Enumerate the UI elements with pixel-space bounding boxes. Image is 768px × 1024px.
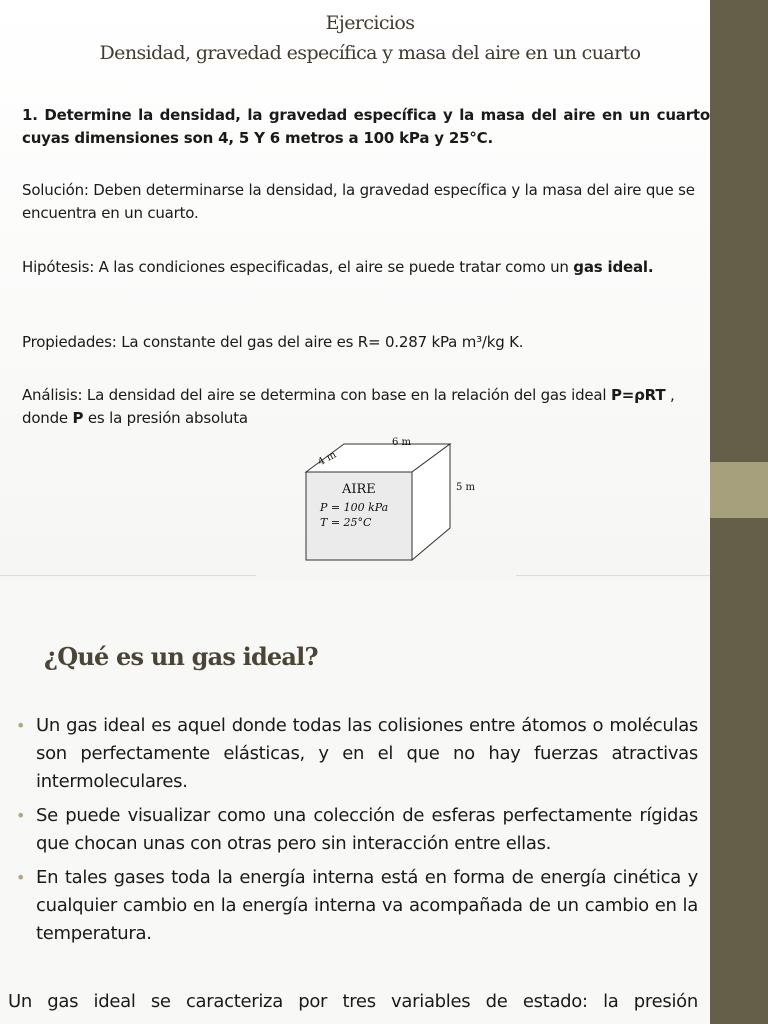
- air-label: AIRE: [342, 482, 376, 497]
- solution-text: Solución: Deben determinarse la densidad, la gravedad específica y la masa del aire que se encuentra en un cuarto.: [22, 181, 695, 222]
- hypothesis-normal: Hipótesis: A las condiciones especificadas, el aire se puede tratar como un: [22, 258, 574, 276]
- analysis-text: [22, 384, 710, 430]
- divider-right: [516, 575, 710, 576]
- sidebar-accent: [710, 462, 768, 518]
- hypothesis-bold: gas ideal.: [573, 258, 654, 276]
- dim-width-label: 6 m: [392, 437, 412, 448]
- temperature-label: T = 25°C: [320, 516, 372, 529]
- pressure-symbol: P: [72, 409, 84, 427]
- room-diagram: [300, 432, 490, 564]
- list-item: [14, 864, 698, 948]
- dim-depth-label: 4 m: [316, 449, 339, 469]
- list-item: [14, 802, 698, 858]
- bullet-list: [14, 712, 698, 954]
- slide-subtitle: Densidad, gravedad específica y masa del aire en un cuarto: [99, 42, 641, 64]
- divider-left: [0, 575, 256, 576]
- dim-height-label: 5 m: [456, 482, 476, 493]
- slide-ideal-gas: [0, 580, 768, 1024]
- problem-statement: 1. Determine la densidad, la gravedad específica y la masa del aire en un cuarto cuyas dimensiones son 4, 5 Y 6 metros a 100 kPa y 25°C.: [22, 106, 710, 147]
- hypothesis-text: [22, 256, 710, 279]
- state-variables-text: Un gas ideal se caracteriza por tres variables de estado: la presión: [8, 991, 698, 1012]
- list-item-text: Se puede visualizar como una colección de esferas perfectamente rígidas que chocan unas con otras pero sin interacción entre ellas.: [36, 805, 698, 854]
- list-item: [14, 712, 698, 796]
- list-item-text: Un gas ideal es aquel donde todas las colisiones entre átomos o moléculas son perfectamente elásticas, y en el que no hay fuerzas atractivas intermoleculares.: [36, 715, 698, 792]
- analysis-mid: , donde: [22, 386, 675, 427]
- bullet-icon: •: [16, 806, 26, 825]
- list-item-text: En tales gases toda la energía interna está en forma de energía cinética y cualquier cambio en la energía interna va acompañada de un cambio en la temperatura.: [36, 867, 698, 944]
- slide-title: Ejercicios: [325, 12, 415, 34]
- bullet-icon: •: [16, 716, 26, 735]
- properties-text: Propiedades: La constante del gas del aire es R= 0.287 kPa m³/kg K.: [22, 333, 524, 351]
- sidebar-bar: [710, 580, 768, 1024]
- ideal-gas-formula: P=ρRT: [610, 386, 666, 404]
- analysis-normal: Análisis: La densidad del aire se determina con base en la relación del gas ideal: [22, 386, 611, 404]
- pressure-label: P = 100 kPa: [320, 501, 389, 514]
- bullet-icon: •: [16, 868, 26, 887]
- analysis-end: es la presión absoluta: [83, 409, 248, 427]
- slide-heading: ¿Qué es un gas ideal?: [44, 642, 318, 671]
